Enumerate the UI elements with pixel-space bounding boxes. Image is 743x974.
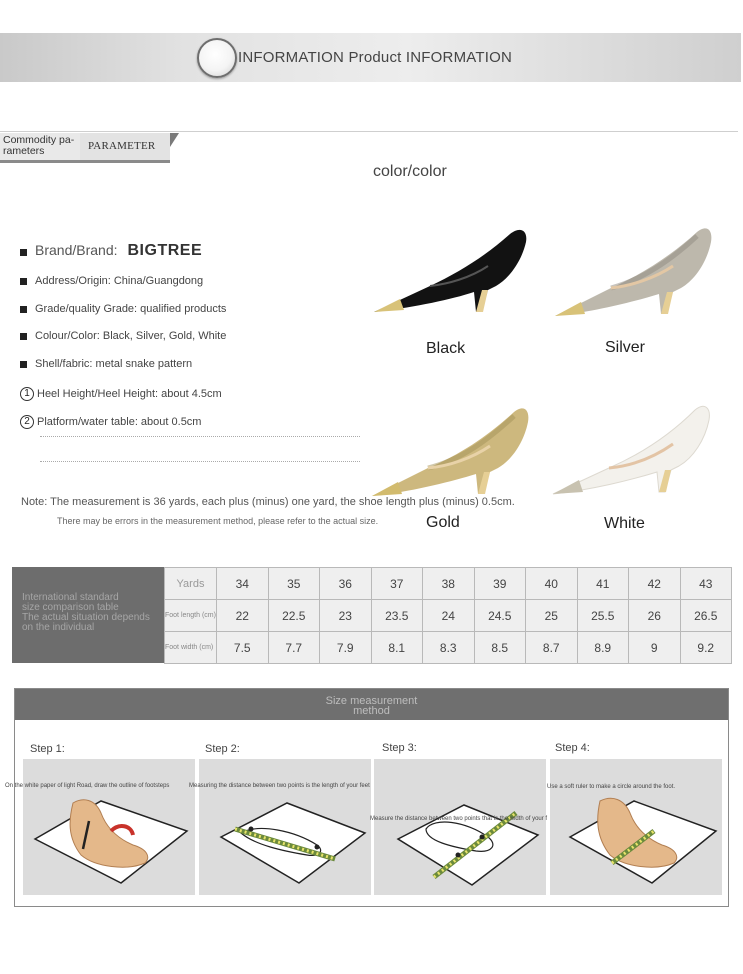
table-cell: 36 bbox=[320, 568, 372, 600]
step-1-illustration bbox=[23, 759, 195, 895]
row-header: Foot length (cm) bbox=[165, 600, 217, 632]
table-cell: 7.7 bbox=[268, 632, 320, 664]
foot-outline-icon bbox=[23, 759, 195, 895]
spec-shell-text: Shell/fabric: metal snake pattern bbox=[35, 358, 193, 370]
table-cell: 25.5 bbox=[577, 600, 629, 632]
step-4-title: Step 4: bbox=[555, 742, 590, 754]
parameter-tag-underline bbox=[0, 160, 170, 163]
row-header: Foot width (cm) bbox=[165, 632, 217, 664]
shoe-label-black: Black bbox=[426, 340, 466, 357]
table-cell: 35 bbox=[268, 568, 320, 600]
spec-address bbox=[20, 275, 350, 287]
table-cell: 9 bbox=[629, 632, 681, 664]
spec-colour-text: Colour/Color: Black, Silver, Gold, White bbox=[35, 330, 227, 342]
table-cell: 38 bbox=[423, 568, 475, 600]
step-1-description: On the white paper of light Road, draw the outline of footsteps bbox=[5, 783, 170, 789]
flag-icon bbox=[170, 133, 179, 147]
step-1-title: Step 1: bbox=[30, 743, 65, 755]
step-3-illustration bbox=[374, 759, 546, 895]
divider bbox=[0, 131, 738, 132]
dotted-divider bbox=[40, 461, 360, 462]
bullet-icon bbox=[20, 306, 27, 313]
circle-ornament-icon bbox=[197, 38, 237, 78]
table-cell: 23.5 bbox=[371, 600, 423, 632]
table-row-foot-width bbox=[165, 632, 732, 664]
ruler-width-icon bbox=[374, 759, 546, 895]
table-cell: 39 bbox=[474, 568, 526, 600]
spec-platform bbox=[20, 415, 350, 429]
size-table-caption-line: International standard bbox=[22, 592, 119, 603]
method-title-line: Size measurement bbox=[325, 695, 418, 707]
size-table bbox=[164, 567, 732, 664]
spec-heel bbox=[20, 387, 350, 401]
table-cell: 22 bbox=[217, 600, 269, 632]
table-cell: 23 bbox=[320, 600, 372, 632]
table-cell: 8.3 bbox=[423, 632, 475, 664]
size-table-caption bbox=[12, 567, 164, 663]
table-cell: 22.5 bbox=[268, 600, 320, 632]
error-note: There may be errors in the measurement method, please refer to the actual size. bbox=[57, 516, 379, 526]
step-3-description: Measure the distance between two points that is the width of your f bbox=[370, 816, 548, 822]
parameter-tag-text: Commodity pa- bbox=[3, 134, 75, 146]
table-cell: 26 bbox=[629, 600, 681, 632]
bullet-icon bbox=[20, 361, 27, 368]
ruler-length-icon bbox=[199, 759, 371, 895]
measurement-method-title bbox=[15, 689, 728, 720]
parameter-tag-text: rameters bbox=[3, 145, 45, 157]
table-cell: 26.5 bbox=[680, 600, 732, 632]
table-cell: 41 bbox=[577, 568, 629, 600]
brand-label: Brand/Brand: bbox=[35, 242, 118, 258]
row-header: Yards bbox=[165, 568, 217, 600]
step-2-description: Measuring the distance between two points is the length of your feet bbox=[189, 783, 370, 789]
step-4-description: Use a soft ruler to make a circle around the foot. bbox=[547, 784, 676, 790]
table-cell: 7.5 bbox=[217, 632, 269, 664]
size-table-caption-line: The actual situation depends bbox=[22, 612, 150, 623]
parameter-tag-title: PARAMETER bbox=[80, 133, 170, 160]
table-cell: 34 bbox=[217, 568, 269, 600]
table-cell: 43 bbox=[680, 568, 732, 600]
spec-grade bbox=[20, 303, 350, 315]
step-2-illustration bbox=[199, 759, 371, 895]
spec-shell bbox=[20, 358, 350, 370]
table-row-foot-length bbox=[165, 600, 732, 632]
table-cell: 24.5 bbox=[474, 600, 526, 632]
table-cell: 40 bbox=[526, 568, 578, 600]
table-cell: 8.5 bbox=[474, 632, 526, 664]
color-heading: color/color bbox=[373, 163, 447, 180]
table-cell: 24 bbox=[423, 600, 475, 632]
bullet-icon bbox=[20, 278, 27, 285]
brand-value: BIGTREE bbox=[127, 242, 203, 259]
shoe-label-silver: Silver bbox=[605, 339, 646, 356]
foot-circumference-icon bbox=[550, 759, 722, 895]
step-2-title: Step 2: bbox=[205, 743, 240, 755]
table-cell: 8.9 bbox=[577, 632, 629, 664]
spec-grade-text: Grade/quality Grade: qualified products bbox=[35, 303, 227, 315]
shoe-label-gold: Gold bbox=[426, 514, 460, 531]
spec-colour bbox=[20, 330, 350, 342]
silver-shoe-image bbox=[551, 220, 716, 320]
table-cell: 42 bbox=[629, 568, 681, 600]
spec-brand bbox=[20, 242, 350, 260]
table-cell: 9.2 bbox=[680, 632, 732, 664]
bullet-icon bbox=[20, 333, 27, 340]
measurement-note: Note: The measurement is 36 yards, each plus (minus) one yard, the shoe length plus (minus) 0.5cm. bbox=[21, 496, 515, 508]
spec-address-text: Address/Origin: China/Guangdong bbox=[35, 275, 204, 287]
table-row-yards bbox=[165, 568, 732, 600]
step-3-title: Step 3: bbox=[382, 742, 417, 754]
white-shoe-image bbox=[549, 400, 714, 500]
table-cell: 37 bbox=[371, 568, 423, 600]
size-table-caption-line: on the individual bbox=[22, 622, 95, 633]
black-shoe-image bbox=[370, 220, 530, 320]
bullet-icon bbox=[20, 249, 27, 256]
method-title-line: method bbox=[353, 705, 390, 717]
parameter-tag-label bbox=[0, 133, 80, 160]
number-one-icon: 1 bbox=[20, 387, 34, 401]
table-cell: 25 bbox=[526, 600, 578, 632]
dotted-divider bbox=[40, 436, 360, 437]
parameter-tag bbox=[0, 133, 178, 160]
page-title: INFORMATION Product INFORMATION bbox=[238, 49, 512, 66]
spec-heel-text: Heel Height/Heel Height: about 4.5cm bbox=[37, 387, 222, 400]
size-table-caption-line: size comparison table bbox=[22, 602, 119, 613]
spec-platform-text: Platform/water table: about 0.5cm bbox=[37, 415, 202, 428]
step-4-illustration bbox=[550, 759, 722, 895]
number-two-icon: 2 bbox=[20, 415, 34, 429]
table-cell: 8.1 bbox=[371, 632, 423, 664]
shoe-label-white: White bbox=[604, 515, 645, 532]
table-cell: 8.7 bbox=[526, 632, 578, 664]
table-cell: 7.9 bbox=[320, 632, 372, 664]
gold-shoe-image bbox=[370, 400, 532, 500]
